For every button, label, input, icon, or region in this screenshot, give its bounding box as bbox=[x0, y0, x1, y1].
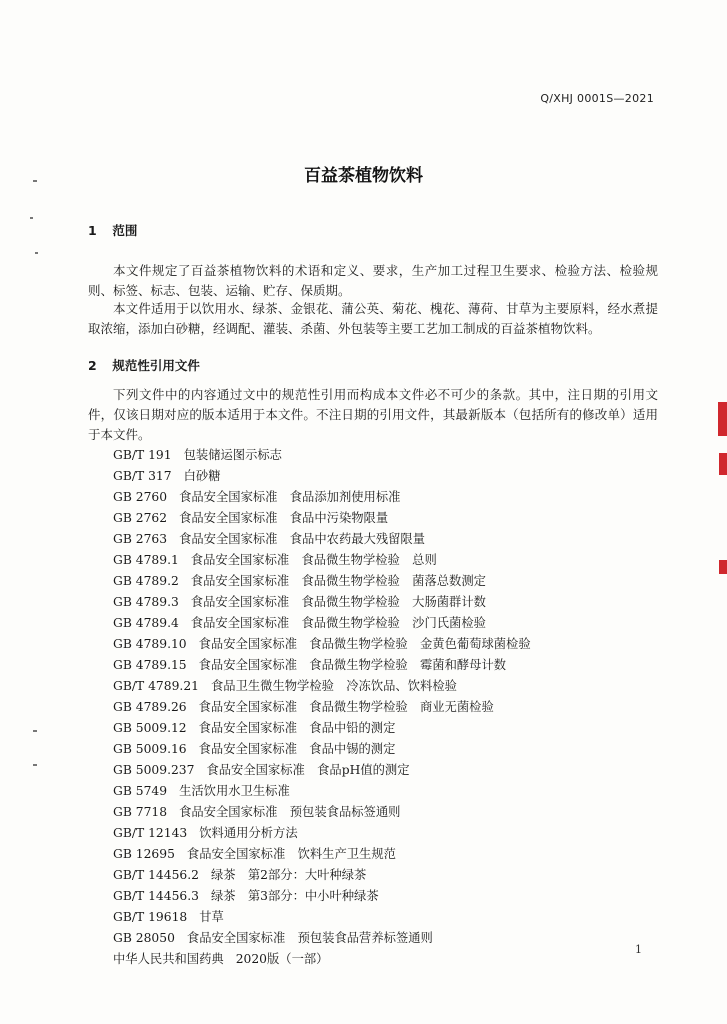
reference-item bbox=[113, 907, 673, 928]
reference-item bbox=[113, 886, 673, 907]
section-number: 2 bbox=[88, 358, 97, 373]
scope-paragraph-1: 本文件规定了百益茶植物饮料的术语和定义、要求，生产加工过程卫生要求、检验方法、检验规则、标签、标志、包装、运输、贮存、保质期。 bbox=[88, 263, 658, 298]
reference-code: GB 5009.16 bbox=[113, 742, 187, 756]
reference-item bbox=[113, 739, 673, 760]
reference-title: 白砂糖 bbox=[183, 469, 221, 483]
reference-code: GB 4789.10 bbox=[113, 637, 187, 651]
scan-speck bbox=[33, 180, 37, 182]
reference-item bbox=[113, 949, 673, 970]
reference-title: 食品安全国家标准 食品微生物学检验 沙门氏菌检验 bbox=[190, 616, 486, 630]
reference-item bbox=[113, 781, 673, 802]
section-title: 范围 bbox=[112, 223, 138, 238]
reference-item bbox=[113, 592, 673, 613]
reference-item bbox=[113, 718, 673, 739]
section-heading-scope bbox=[88, 221, 137, 239]
reference-item bbox=[113, 613, 673, 634]
reference-code: GB 4789.1 bbox=[113, 553, 179, 567]
scan-speck bbox=[30, 217, 33, 219]
reference-title: 食品安全国家标准 食品微生物学检验 菌落总数测定 bbox=[190, 574, 486, 588]
reference-title: 食品安全国家标准 食品中农药最大残留限量 bbox=[179, 532, 426, 546]
reference-code: GB/T 19618 bbox=[113, 910, 188, 924]
reference-title: 生活饮用水卫生标准 bbox=[179, 784, 290, 798]
reference-item bbox=[113, 655, 673, 676]
reference-item bbox=[113, 529, 673, 550]
reference-code: GB 4789.3 bbox=[113, 595, 179, 609]
reference-code: GB 2762 bbox=[113, 511, 168, 525]
reference-title: 食品安全国家标准 预包装食品营养标签通则 bbox=[186, 931, 433, 945]
reference-title: 绿茶 第2部分：大叶种绿茶 bbox=[210, 868, 367, 882]
reference-item bbox=[113, 928, 673, 949]
reference-code: GB/T 317 bbox=[113, 469, 172, 483]
red-seal-fragment bbox=[719, 560, 727, 574]
reference-title: 食品安全国家标准 食品中铅的测定 bbox=[198, 721, 396, 735]
reference-code: GB 4789.15 bbox=[113, 658, 187, 672]
reference-title: 食品安全国家标准 食品微生物学检验 大肠菌群计数 bbox=[190, 595, 486, 609]
reference-code: GB 7718 bbox=[113, 805, 168, 819]
scan-speck bbox=[35, 252, 38, 254]
reference-title: 食品安全国家标准 食品添加剂使用标准 bbox=[179, 490, 401, 504]
reference-code: GB 5009.12 bbox=[113, 721, 187, 735]
reference-code: GB/T 191 bbox=[113, 448, 172, 462]
reference-item bbox=[113, 865, 673, 886]
reference-title: 饮料通用分析方法 bbox=[199, 826, 298, 840]
red-seal-fragment bbox=[719, 453, 727, 475]
page-number: 1 bbox=[635, 943, 642, 956]
reference-list bbox=[113, 445, 673, 970]
section-title: 规范性引用文件 bbox=[112, 358, 200, 373]
reference-item bbox=[113, 466, 673, 487]
reference-code: GB 2760 bbox=[113, 490, 168, 504]
reference-title: 绿茶 第3部分：中小叶种绿茶 bbox=[210, 889, 379, 903]
reference-title: 食品安全国家标准 食品中污染物限量 bbox=[179, 511, 389, 525]
red-seal-fragment bbox=[718, 402, 727, 436]
standard-code: Q/XHJ 0001S—2021 bbox=[540, 92, 654, 105]
reference-title: 甘草 bbox=[199, 910, 224, 924]
reference-item bbox=[113, 760, 673, 781]
reference-code: 中华人民共和国药典 bbox=[113, 952, 224, 966]
scan-speck bbox=[33, 730, 37, 732]
reference-code: GB/T 4789.21 bbox=[113, 679, 199, 693]
reference-code: GB 5009.237 bbox=[113, 763, 195, 777]
reference-item bbox=[113, 571, 673, 592]
reference-item bbox=[113, 697, 673, 718]
reference-title: 食品安全国家标准 预包装食品标签通则 bbox=[179, 805, 401, 819]
reference-item bbox=[113, 508, 673, 529]
reference-title: 食品安全国家标准 食品微生物学检验 总则 bbox=[190, 553, 437, 567]
references-intro-paragraph: 下列文件中的内容通过文中的规范性引用而构成本文件必不可少的条款。其中，注日期的引用文件，仅该日期对应的版本适用于本文件。不注日期的引用文件，其最新版本（包括所有的修改单）适用于本文件。 bbox=[88, 387, 658, 442]
reference-code: GB/T 14456.2 bbox=[113, 868, 199, 882]
reference-item bbox=[113, 823, 673, 844]
reference-title: 食品安全国家标准 饮料生产卫生规范 bbox=[186, 847, 396, 861]
reference-code: GB 4789.4 bbox=[113, 616, 179, 630]
reference-item bbox=[113, 487, 673, 508]
section-number: 1 bbox=[88, 223, 97, 238]
reference-item bbox=[113, 676, 673, 697]
reference-title: 食品卫生微生物学检验 冷冻饮品、饮料检验 bbox=[210, 679, 457, 693]
scan-speck bbox=[33, 764, 37, 766]
reference-title: 2020版（一部） bbox=[235, 952, 329, 966]
reference-title: 食品安全国家标准 食品微生物学检验 商业无菌检验 bbox=[198, 700, 494, 714]
reference-item bbox=[113, 634, 673, 655]
reference-code: GB 4789.2 bbox=[113, 574, 179, 588]
reference-code: GB 2763 bbox=[113, 532, 168, 546]
reference-code: GB 12695 bbox=[113, 847, 175, 861]
reference-item bbox=[113, 550, 673, 571]
document-title: 百益茶植物饮料 bbox=[304, 166, 423, 186]
reference-code: GB/T 14456.3 bbox=[113, 889, 199, 903]
reference-code: GB 4789.26 bbox=[113, 700, 187, 714]
reference-title: 食品安全国家标准 食品pH值的测定 bbox=[206, 763, 410, 777]
reference-title: 食品安全国家标准 食品微生物学检验 金黄色葡萄球菌检验 bbox=[198, 637, 531, 651]
reference-title: 食品安全国家标准 食品微生物学检验 霉菌和酵母计数 bbox=[198, 658, 507, 672]
reference-title: 食品安全国家标准 食品中锡的测定 bbox=[198, 742, 396, 756]
reference-item bbox=[113, 445, 673, 466]
reference-code: GB 5749 bbox=[113, 784, 168, 798]
reference-code: GB 28050 bbox=[113, 931, 175, 945]
section-heading-normative-references bbox=[88, 356, 200, 374]
scope-paragraph-2: 本文件适用于以饮用水、绿茶、金银花、蒲公英、菊花、槐花、薄荷、甘草为主要原料，经水煮提取浓缩，添加白砂糖，经调配、灌装、杀菌、外包装等主要工艺加工制成的百益茶植物饮料。 bbox=[88, 301, 658, 336]
reference-code: GB/T 12143 bbox=[113, 826, 188, 840]
reference-item bbox=[113, 844, 673, 865]
reference-title: 包装储运图示标志 bbox=[183, 448, 282, 462]
reference-item bbox=[113, 802, 673, 823]
